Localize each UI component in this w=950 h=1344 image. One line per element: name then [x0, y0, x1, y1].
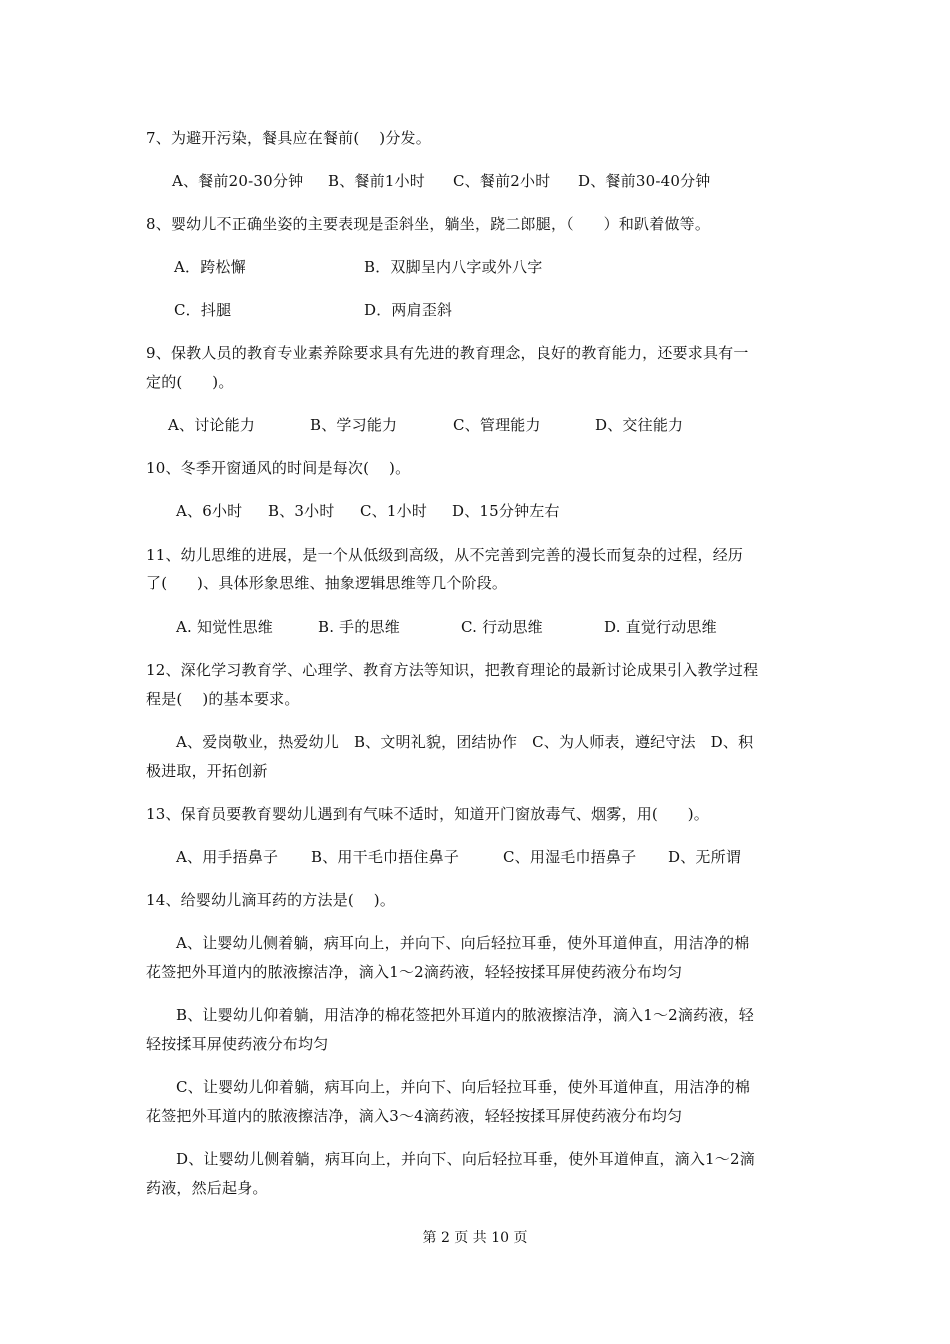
q14-option-c-line-1: C、让婴幼儿仰着躺，病耳向上，并向下、向后轻拉耳垂，使外耳道伸直，用洁净的棉 — [176, 1078, 751, 1096]
q11-option-c: C. 行动思维 — [461, 618, 543, 636]
q12-options-line-1: A、爱岗敬业，热爱幼儿 B、文明礼貌，团结协作 C、为人师表，遵纪守法 D、积 — [176, 733, 754, 751]
question-13: 13、保育员要教育婴幼儿遇到有气味不适时，知道开门窗放毒气、烟雾，用( )。 — [146, 805, 710, 823]
q14-option-b-line-2: 轻按揉耳屏使药液分布均匀 — [146, 1035, 329, 1053]
question-9-line-2: 定的( )。 — [146, 373, 234, 391]
question-14: 14、给婴幼儿滴耳药的方法是( )。 — [146, 891, 396, 909]
q7-option-d: D、餐前30-40分钟 — [578, 172, 711, 190]
q14-option-a-line-1: A、让婴幼儿侧着躺，病耳向上，并向下、向后轻拉耳垂，使外耳道伸直，用洁净的棉 — [176, 934, 750, 952]
q10-option-b: B、3小时 — [268, 502, 335, 520]
question-12-line-1: 12、深化学习教育学、心理学、教育方法等知识，把教育理论的最新讨论成果引入教学过程 — [146, 661, 759, 679]
q14-option-c-line-2: 花签把外耳道内的脓液擦洁净，滴入3～4滴药液，轻轻按揉耳屏使药液分布均匀 — [146, 1107, 683, 1125]
q9-option-b: B、学习能力 — [310, 416, 398, 434]
q9-option-a: A、讨论能力 — [168, 416, 256, 434]
q13-option-a: A、用手捂鼻子 — [176, 848, 279, 866]
q11-option-b: B. 手的思维 — [318, 618, 400, 636]
q14-option-d-line-1: D、让婴幼儿侧着躺，病耳向上，并向下、向后轻拉耳垂，使外耳道伸直，滴入1～2滴 — [176, 1150, 755, 1168]
q14-option-d-line-2: 药液，然后起身。 — [146, 1179, 268, 1197]
q10-option-a: A、6小时 — [176, 502, 243, 520]
question-9-line-1: 9、保教人员的教育专业素养除要求具有先进的教育理念，良好的教育能力，还要求具有一 — [146, 344, 749, 362]
page-footer: 第 2 页 共 10 页 — [422, 1230, 528, 1246]
q9-option-c: C、管理能力 — [453, 416, 541, 434]
q14-option-b-line-1: B、让婴幼儿仰着躺，用洁净的棉花签把外耳道内的脓液擦洁净，滴入1～2滴药液，轻 — [176, 1006, 754, 1024]
q11-option-d: D. 直觉行动思维 — [604, 618, 717, 636]
question-7: 7、为避开污染，餐具应在餐前( )分发。 — [146, 129, 431, 147]
q9-option-d: D、交往能力 — [595, 416, 684, 434]
question-10: 10、冬季开窗通风的时间是每次( )。 — [146, 459, 411, 477]
q7-option-c: C、餐前2小时 — [453, 172, 551, 190]
q13-option-c: C、用湿毛巾捂鼻子 — [503, 848, 637, 866]
question-8: 8、婴幼儿不正确坐姿的主要表现是歪斜坐，躺坐，跷二郎腿，（ ）和趴着做等。 — [146, 215, 711, 233]
q13-option-d: D、无所谓 — [668, 848, 742, 866]
question-11-line-1: 11、幼儿思维的进展，是一个从低级到高级，从不完善到完善的漫长而复杂的过程，经历 — [146, 546, 744, 564]
q8-option-a: A．跨松懈 — [174, 258, 246, 276]
q11-option-a: A. 知觉性思维 — [176, 618, 273, 636]
q10-option-c: C、1小时 — [360, 502, 428, 520]
q7-option-a: A、餐前20-30分钟 — [172, 172, 304, 190]
q13-option-b: B、用干毛巾捂住鼻子 — [311, 848, 460, 866]
q10-option-d: D、15分钟左右 — [452, 502, 560, 520]
q12-options-line-2: 极进取，开拓创新 — [146, 762, 268, 780]
q8-option-d: D．两肩歪斜 — [364, 301, 453, 319]
q7-option-b: B、餐前1小时 — [328, 172, 425, 190]
question-12-line-2: 程是( )的基本要求。 — [146, 690, 300, 708]
q8-option-b: B．双脚呈内八字或外八字 — [364, 258, 543, 276]
q14-option-a-line-2: 花签把外耳道内的脓液擦洁净，滴入1～2滴药液，轻轻按揉耳屏使药液分布均匀 — [146, 963, 683, 981]
q8-option-c: C．抖腿 — [174, 301, 232, 319]
question-11-line-2: 了( )、具体形象思维、抽象逻辑思维等几个阶段。 — [146, 574, 508, 592]
